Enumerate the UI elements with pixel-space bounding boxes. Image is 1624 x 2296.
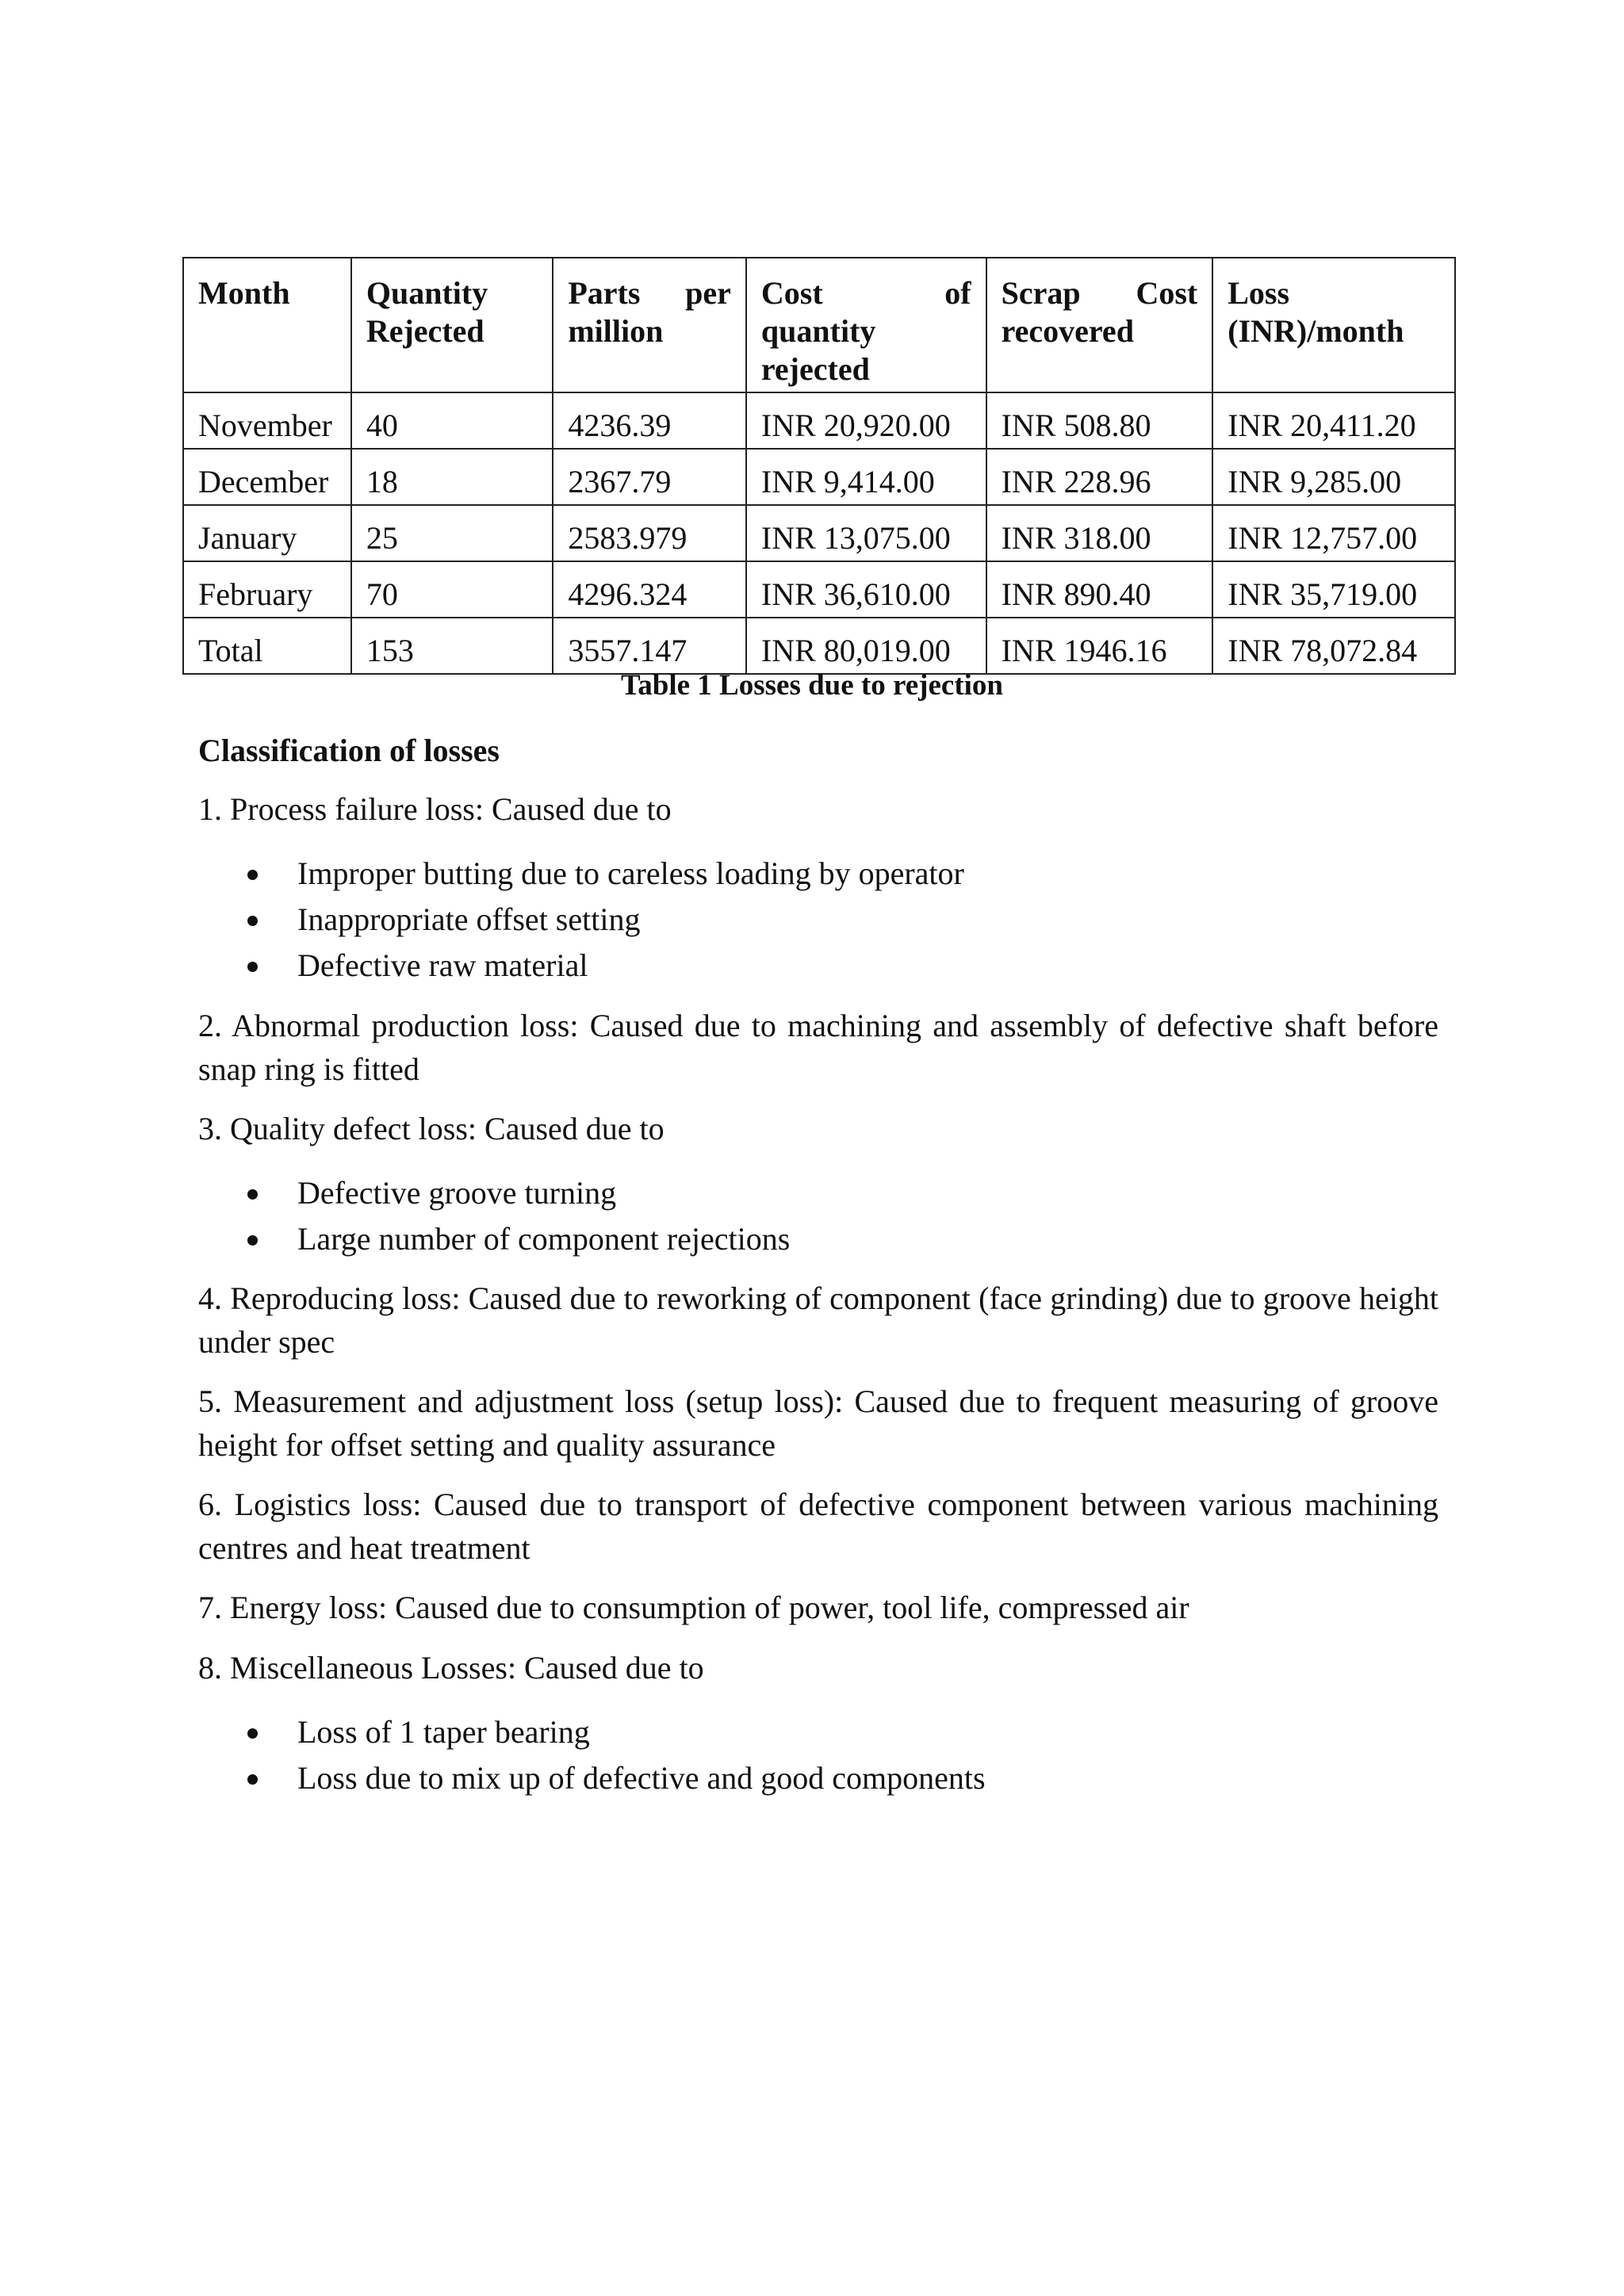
cell-month: Total: [183, 618, 351, 674]
section-heading: Classification of losses: [198, 733, 500, 768]
table-row: [183, 449, 1455, 505]
list-item: Inappropriate offset setting: [198, 897, 1438, 943]
header-scrap-cost-recovered: Scrap Cost recovered: [986, 258, 1213, 392]
cell-loss: INR 35,719.00: [1212, 561, 1455, 618]
cell-quantity-rejected: 70: [351, 561, 553, 618]
bullet-icon: [247, 1189, 258, 1200]
cell-cost-rejected: INR 13,075.00: [746, 505, 986, 561]
loss-item-8-bullets: [198, 1709, 1438, 1801]
cell-month: November: [183, 392, 351, 449]
header-cost-of-quantity-rejected: Cost of quantity rejected: [746, 258, 986, 392]
bullet-icon: [247, 1774, 258, 1785]
list-item: Defective groove turning: [198, 1170, 1438, 1216]
cell-parts-per-million: 2367.79: [553, 449, 746, 505]
cell-loss: INR 20,411.20: [1212, 392, 1455, 449]
cell-cost-rejected: INR 36,610.00: [746, 561, 986, 618]
cell-month: January: [183, 505, 351, 561]
cell-scrap-recovered: INR 1946.16: [986, 618, 1213, 674]
list-item: Loss of 1 taper bearing: [198, 1709, 1438, 1755]
bullet-icon: [247, 1728, 258, 1739]
cell-month: February: [183, 561, 351, 618]
cell-loss: INR 9,285.00: [1212, 449, 1455, 505]
table-row: [183, 561, 1455, 618]
loss-item-1-bullets: [198, 851, 1438, 989]
cell-quantity-rejected: 40: [351, 392, 553, 449]
bullet-icon: [247, 1235, 258, 1246]
list-item: Large number of component rejections: [198, 1216, 1438, 1262]
list-item: Loss due to mix up of defective and good components: [198, 1755, 1438, 1801]
rejection-losses-table: [182, 257, 1456, 675]
bullet-icon: [247, 870, 258, 880]
table-row: [183, 505, 1455, 561]
cell-cost-rejected: INR 80,019.00: [746, 618, 986, 674]
cell-scrap-recovered: INR 890.40: [986, 561, 1213, 618]
bullet-icon: [247, 962, 258, 972]
list-item: Defective raw material: [198, 943, 1438, 989]
cell-cost-rejected: INR 9,414.00: [746, 449, 986, 505]
cell-parts-per-million: 4236.39: [553, 392, 746, 449]
loss-item-3: 3. Quality defect loss: Caused due to: [198, 1111, 665, 1146]
loss-item-3-bullets: [198, 1170, 1438, 1262]
cell-parts-per-million: 4296.324: [553, 561, 746, 618]
header-loss-per-month: Loss (INR)/month: [1212, 258, 1455, 392]
cell-scrap-recovered: INR 318.00: [986, 505, 1213, 561]
table-header-row: [183, 258, 1455, 392]
cell-month: December: [183, 449, 351, 505]
cell-loss: INR 78,072.84: [1212, 618, 1455, 674]
loss-item-1: 1. Process failure loss: Caused due to: [198, 791, 672, 827]
header-parts-per-million: Parts per million: [553, 258, 746, 392]
loss-item-4: 4. Reproducing loss: Caused due to reworking of component (face grinding) due to groove height under spec: [198, 1280, 1438, 1360]
cell-scrap-recovered: INR 228.96: [986, 449, 1213, 505]
cell-quantity-rejected: 25: [351, 505, 553, 561]
table-total-row: [183, 618, 1455, 674]
cell-loss: INR 12,757.00: [1212, 505, 1455, 561]
cell-parts-per-million: 2583.979: [553, 505, 746, 561]
cell-quantity-rejected: 18: [351, 449, 553, 505]
cell-parts-per-million: 3557.147: [553, 618, 746, 674]
list-item: Improper butting due to careless loading by operator: [198, 851, 1438, 897]
cell-quantity-rejected: 153: [351, 618, 553, 674]
bullet-icon: [247, 916, 258, 926]
header-quantity-rejected: Quantity Rejected: [351, 258, 553, 392]
loss-item-6: 6. Logistics loss: Caused due to transport of defective component between various machining centres and heat treatment: [198, 1487, 1438, 1566]
header-month: Month: [183, 258, 351, 392]
loss-item-7: 7. Energy loss: Caused due to consumption of power, tool life, compressed air: [198, 1590, 1189, 1625]
loss-item-5: 5. Measurement and adjustment loss (setup loss): Caused due to frequent measuring of groove height for offset setting and quality assurance: [198, 1383, 1438, 1463]
cell-cost-rejected: INR 20,920.00: [746, 392, 986, 449]
cell-scrap-recovered: INR 508.80: [986, 392, 1213, 449]
table-row: [183, 392, 1455, 449]
table-caption: Table 1 Losses due to rejection: [620, 669, 1004, 702]
loss-item-8: 8. Miscellaneous Losses: Caused due to: [198, 1650, 704, 1686]
loss-item-2: 2. Abnormal production loss: Caused due to machining and assembly of defective shaft before snap ring is fitted: [198, 1008, 1438, 1087]
